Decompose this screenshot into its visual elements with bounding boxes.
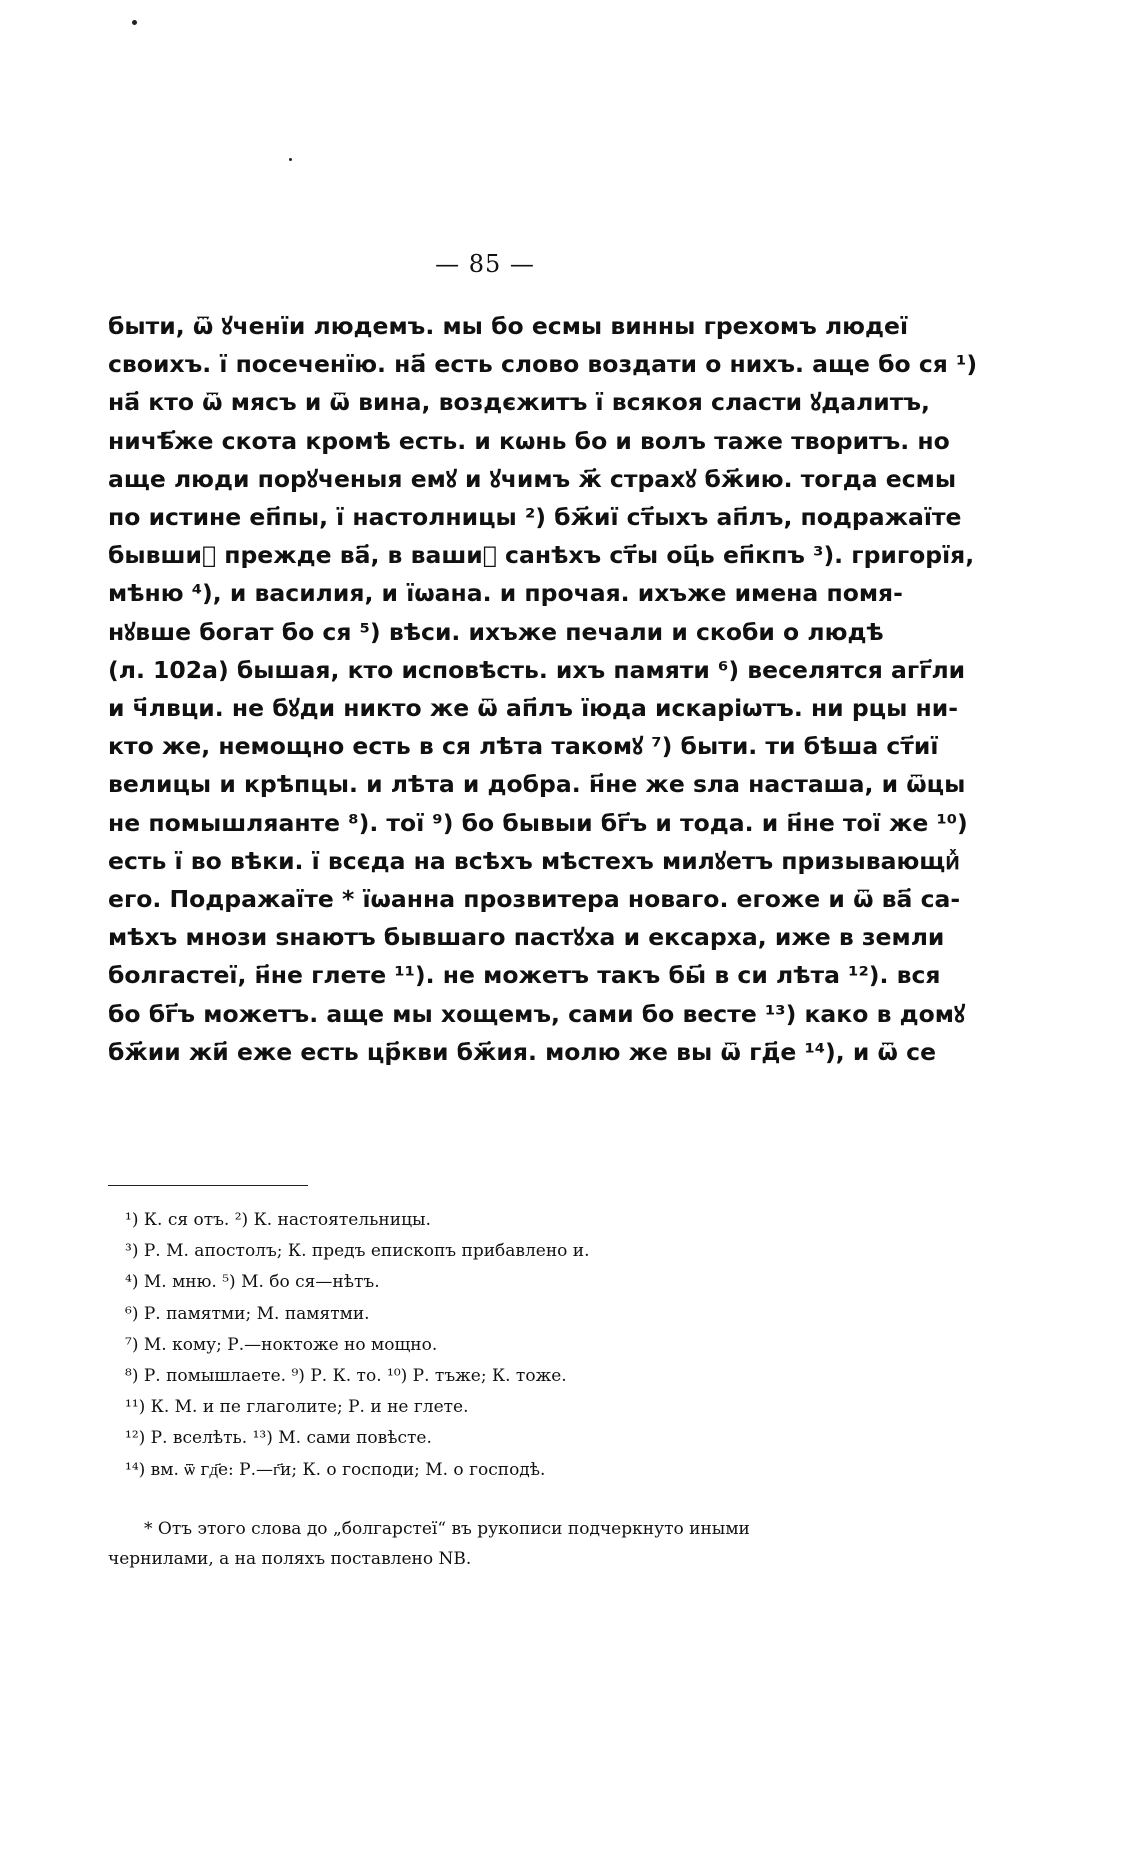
text-line: нꙋвше богат бо ся ⁵) вѣси. ихъже печали и скоби о людѣ [108,617,884,646]
text-line: ничѣ҃же скота кромѣ есть. и кѡнь бо и волъ таже творитъ. но [108,426,950,455]
text-line: бывшиⷯ прежде ва҃, в вашиⷯ санѣхъ ст҃ы оц҃ь еп҃кпъ ³). григорїя, [108,541,975,570]
editor-note-line: чернилами, а на поляхъ поставлено NB. [108,1549,472,1569]
text-line: не помышляанте ⁸). тої ⁹) бо бывыи бг҃ъ и тода. и н҃не тої же ¹⁰) [108,808,968,837]
print-speck [289,158,292,161]
footnote-line: ³) Р. М. апостолъ; К. предъ епископъ прибавлено и. [125,1241,590,1262]
text-line: кто же, немощно есть в ся лѣта такомꙋ ⁷) быти. ти бѣша ст҃иї [108,732,939,761]
footnote-line: ⁴) М. мню. ⁵) М. бо ся—нѣтъ. [125,1272,380,1293]
text-line: на҃ кто ѿ мясъ и ѿ вина, воздєжитъ ї всякоя сласти ꙋдалитъ, [108,388,930,417]
footnotes [125,1205,845,1486]
footnote-divider [108,1185,308,1186]
text-line: велицы и крѣпцы. и лѣта и добра. н҃не же ѕла насташа, и ѿцы [108,770,966,799]
text-line: своихъ. ї посеченїю. на҃ есть слово воздати о нихъ. аще бо ся ¹) [108,350,978,379]
text-line: и ч҃лвци. не бꙋди никто же ѿ ап҃лъ їюда искарiѡтъ. ни рцы ни- [108,694,958,723]
text-line: быти, ѿ ꙋченїи людемъ. мы бо есмы винны грехомъ людеї [108,312,908,340]
text-line: мѣхъ мнози ѕнаютъ бывшаго пастꙋха и ексархa, иже в земли [108,923,945,952]
footnote-line: ¹¹) К. М. и пе глаголите; Р. и не глете. [125,1397,469,1418]
page-number: — 85 — [435,250,535,278]
footnote-line: ⁸) Р. помышлаете. ⁹) Р. К. то. ¹⁰) Р. тъже; К. тоже. [125,1366,567,1387]
footnote-line: ¹) К. ся отъ. ²) К. настоятельницы. [125,1210,431,1230]
text-line: бж҃ии жи҃ еже есть цр҃кви бж҃ия. молю же вы ѿ гд҃е ¹⁴), и ѿ се [108,1037,937,1066]
footnote-line: ¹²) Р. вселѣть. ¹³) М. сами повѣсте. [125,1428,432,1449]
footnote-line: ¹⁴) вм. ѿ гд҃е: Р.—г҃и; К. о господи; М. о господѣ. [125,1459,546,1480]
text-line: (л. 102а) бышая, кто исповѣсть. ихъ памяти ⁶) веселятся агг҃ли [108,655,966,684]
text-line: мѣню ⁴), и василия, и їѡана. и прочая. ихъже имена помя- [108,579,903,608]
main-text [108,307,978,1071]
editor-note [108,1514,868,1574]
text-line: болгастеї, н҃не глете ¹¹). не можетъ такъ бы҃ в си лѣта ¹²). вся [108,961,941,990]
text-line: бо бг҃ъ можетъ. аще мы хощемъ, сами бо весте ¹³) како в домꙋ [108,999,965,1028]
print-speck [132,20,137,25]
footnote-line: ⁶) Р. памятми; М. памятми. [125,1303,370,1324]
editor-note-line: * Отъ этого слова до „болгарстеї“ въ рукописи подчеркнуто иными [144,1519,750,1539]
footnote-line: ⁷) М. кому; Р.—ноктоже но мощно. [125,1334,438,1355]
text-line: есть ї во вѣки. ї всєда на всѣхъ мѣстехъ милꙋетъ призывающиⷯ [108,846,960,875]
text-line: по истине еп҃пы, ї настолницы ²) бж҃иї ст҃ыхъ ап҃лъ, подражаїте [108,503,962,532]
text-line: аще люди порꙋченыя емꙋ и ꙋчимъ ж҃ страхꙋ бж҃ию. тогда есмы [108,464,957,493]
text-line: его. Подражаїте * їѡанна прозвитера новаго. егоже и ѿ ва҃ са- [108,885,961,914]
